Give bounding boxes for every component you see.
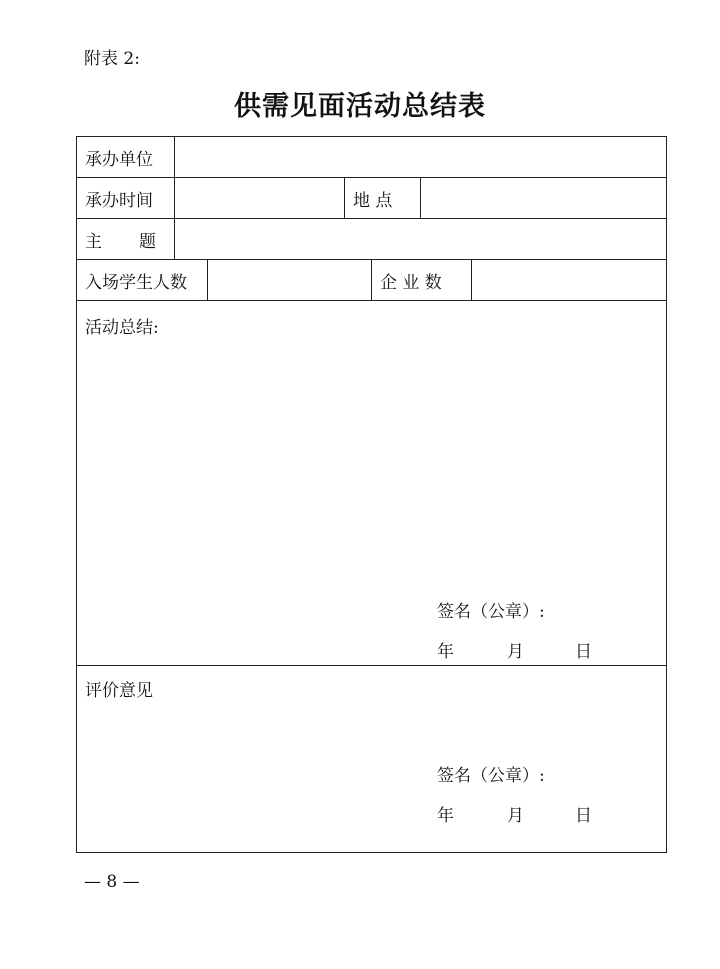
row-time-location (77, 178, 666, 219)
theme-label-left: 主 (85, 231, 102, 252)
theme-value-cell[interactable] (174, 219, 666, 259)
row-theme (77, 219, 666, 260)
companies-label-cell (371, 260, 471, 300)
theme-label-right: 题 (139, 231, 156, 252)
location-label-cell (344, 178, 420, 218)
row-students-companies (77, 260, 666, 301)
evaluation-year: 年 (437, 806, 454, 826)
students-label: 入场学生人数 (85, 272, 187, 293)
summary-section[interactable] (77, 301, 666, 666)
summary-form-table (76, 136, 667, 853)
location-value-cell[interactable] (420, 178, 666, 218)
evaluation-month: 月 (507, 806, 524, 826)
summary-month: 月 (507, 642, 524, 662)
evaluation-signature-label: 签名（公章）: (437, 766, 545, 786)
summary-label: 活动总结: (85, 318, 159, 338)
summary-signature-label: 签名（公章）: (437, 602, 545, 622)
time-label: 承办时间 (85, 190, 153, 211)
companies-value-cell[interactable] (471, 260, 666, 300)
organizer-value-cell[interactable] (174, 137, 666, 177)
students-value-cell[interactable] (207, 260, 371, 300)
organizer-label: 承办单位 (85, 149, 153, 170)
form-title: 供需见面活动总结表 (234, 91, 486, 122)
evaluation-label: 评价意见 (85, 681, 153, 701)
location-label: 地 点 (353, 190, 393, 211)
summary-year: 年 (437, 642, 454, 662)
page-number: — 8 — (84, 872, 140, 892)
companies-label: 企 业 数 (380, 272, 442, 293)
evaluation-section[interactable] (77, 666, 666, 851)
summary-day: 日 (575, 642, 592, 662)
row-organizer (77, 137, 666, 178)
evaluation-day: 日 (575, 806, 592, 826)
time-value-cell[interactable] (174, 178, 344, 218)
annex-label: 附表 2: (84, 49, 140, 69)
